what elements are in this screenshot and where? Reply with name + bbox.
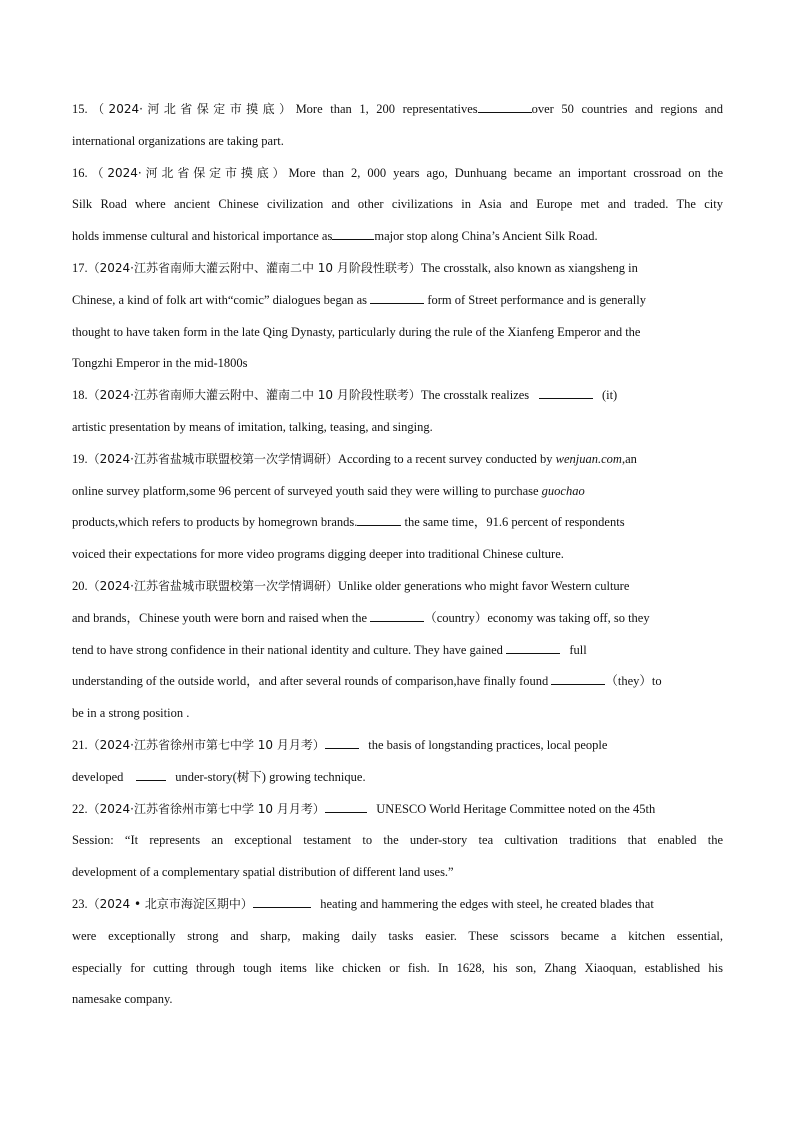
question-15 [72, 94, 723, 158]
question-text: form of Street performance and is generally [424, 292, 646, 307]
line [72, 539, 723, 571]
question-text: products,which refers to products by homegrown brands. [72, 515, 358, 530]
line [72, 317, 723, 349]
question-source: （2024·江苏省徐州市第七中学 10 月月考） [87, 737, 325, 752]
question-text: understanding of the outside world，and after several rounds of comparison,have finally found [72, 674, 549, 689]
line [72, 412, 723, 444]
question-text: thought to have taken form in the late Qing Dynasty, particularly during the rule of the Xianfeng Emperor and the [72, 324, 641, 339]
question-text: More than 1, 200 representatives [295, 102, 478, 116]
question-19 [72, 444, 723, 571]
question-text: Tongzhi Emperor in the mid-1800s [72, 356, 248, 371]
line [72, 635, 723, 667]
answer-blank[interactable] [325, 736, 359, 749]
question-source: （2024·江苏省盐城市联盟校第一次学情调研） [87, 578, 338, 593]
question-text: (it) [601, 388, 618, 403]
question-text: Session: “It represents an exceptional testament to the under-story tea cultivation traditions that enabled the [72, 833, 723, 848]
question-text: Silk Road where ancient Chinese civilization and other civilizations in Asia and Europe met and traded. The city [72, 197, 723, 212]
line [72, 889, 723, 921]
answer-blank[interactable] [332, 227, 374, 240]
line [72, 953, 723, 985]
line [72, 825, 723, 857]
line [72, 444, 723, 476]
question-number: 23. [72, 896, 88, 911]
question-number: 21. [72, 737, 88, 752]
question-number: 17. [72, 260, 88, 275]
question-17 [72, 253, 723, 380]
question-text: holds immense cultural and historical importance as [72, 229, 333, 244]
question-text: the same time，91.6 percent of respondents [401, 515, 625, 530]
document-page [72, 94, 723, 1016]
answer-blank[interactable] [357, 513, 401, 526]
question-text: According to a recent survey conducted by [337, 451, 553, 466]
question-text: developed [72, 769, 124, 784]
line [72, 158, 723, 190]
question-number: 19. [72, 451, 88, 466]
line [72, 666, 723, 698]
question-text: tend to have strong confidence in their national identity and culture. They have gained [72, 642, 503, 657]
question-text: major stop along China’s Ancient Silk Road. [374, 229, 598, 244]
question-text: and brands，Chinese youth were born and raised when the [72, 610, 368, 625]
line [72, 348, 723, 380]
question-text: heating and hammering the edges with steel, he created blades that [320, 896, 654, 911]
term-italic: guochao [541, 483, 585, 498]
line [72, 221, 723, 253]
line [72, 984, 723, 1016]
question-text: More than 2, 000 years ago, Dunhuang became an important crossroad on the [288, 165, 723, 180]
line [72, 762, 723, 794]
question-text: UNESCO World Heritage Committee noted on the 45th [376, 801, 656, 816]
question-text: voiced their expectations for more video programs digging deeper into traditional Chinese culture. [72, 547, 564, 562]
line [72, 189, 723, 221]
line [72, 476, 723, 508]
answer-blank[interactable] [478, 100, 532, 113]
question-text: were exceptionally strong and sharp, making daily tasks easier. These scissors became a kitchen essential, [72, 928, 723, 943]
question-18 [72, 380, 723, 444]
line [72, 603, 723, 635]
line [72, 921, 723, 953]
question-text: online survey platform,some 96 percent of surveyed youth said they were willing to purchase [72, 483, 539, 498]
question-text: namesake company. [72, 992, 173, 1007]
answer-blank[interactable] [539, 386, 593, 399]
question-text: Unlike older generations who might favor Western culture [337, 578, 630, 593]
answer-blank[interactable] [506, 641, 560, 654]
answer-blank[interactable] [253, 895, 311, 908]
question-source: （2024 • 北京市海淀区期中） [87, 896, 253, 911]
question-text: over 50 countries and regions and [531, 102, 723, 116]
line [72, 698, 723, 730]
question-16 [72, 158, 723, 253]
question-text: Chinese, a kind of folk art with“comic” dialogues began as [72, 292, 368, 307]
question-text: especially for cutting through tough items like chicken or fish. In 1628, his son, Zhang Xiaoquan, established his [72, 960, 723, 975]
question-text: the basis of longstanding practices, local people [368, 737, 608, 752]
question-text: under-story(树下) growing technique. [175, 769, 366, 784]
line [72, 253, 723, 285]
question-21 [72, 730, 723, 794]
question-23 [72, 889, 723, 1016]
question-number: 20. [72, 578, 88, 593]
line [72, 571, 723, 603]
question-source: （2024·河北省保定市摸底） [87, 165, 289, 180]
line [72, 285, 723, 317]
line [72, 857, 723, 889]
answer-blank[interactable] [325, 800, 367, 813]
question-text: ,an [621, 451, 637, 466]
question-source: （2024·河北省保定市摸底） [87, 102, 296, 116]
question-text: development of a complementary spatial distribution of different land uses.” [72, 865, 454, 880]
line [72, 794, 723, 826]
question-text: be in a strong position . [72, 706, 190, 721]
line [72, 94, 723, 126]
line [72, 730, 723, 762]
answer-blank[interactable] [551, 672, 605, 685]
answer-blank[interactable] [370, 609, 424, 622]
line [72, 507, 723, 539]
question-text: international organizations are taking part. [72, 133, 284, 148]
question-22 [72, 794, 723, 889]
website-name: wenjuan.com [555, 451, 622, 466]
question-text: The crosstalk, also known as xiangsheng in [420, 260, 638, 275]
question-source: （2024·江苏省徐州市第七中学 10 月月考） [87, 801, 325, 816]
question-text: The crosstalk realizes [420, 388, 530, 403]
question-number: 15. [72, 102, 88, 116]
answer-blank[interactable] [136, 768, 166, 781]
question-text: （country）economy was taking off, so they [424, 610, 650, 625]
question-number: 18. [72, 388, 88, 403]
question-number: 16. [72, 165, 88, 180]
question-source: （2024·江苏省盐城市联盟校第一次学情调研） [87, 451, 338, 466]
question-number: 22. [72, 801, 88, 816]
question-source: （2024·江苏省南师大灌云附中、灌南二中 10 月阶段性联考） [87, 260, 421, 275]
question-20 [72, 571, 723, 730]
question-text: full [569, 642, 587, 657]
answer-blank[interactable] [370, 291, 424, 304]
question-text: （they）to [605, 674, 662, 689]
line [72, 126, 723, 158]
line [72, 380, 723, 412]
question-text: artistic presentation by means of imitation, talking, teasing, and singing. [72, 419, 433, 434]
question-source: （2024·江苏省南师大灌云附中、灌南二中 10 月阶段性联考） [87, 388, 421, 403]
